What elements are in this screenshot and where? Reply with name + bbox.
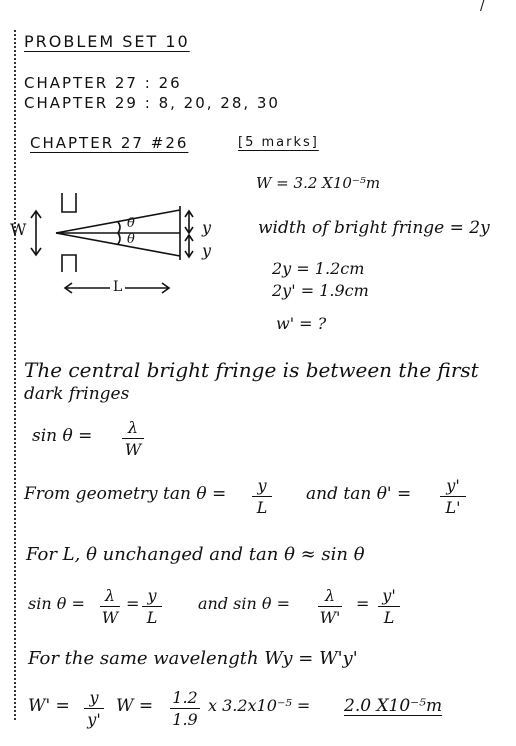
label-y-top: y xyxy=(202,218,212,237)
geometry-num-2: y' xyxy=(446,476,460,495)
sin-numerator: λ xyxy=(127,418,139,437)
geometry-den-2: L' xyxy=(445,498,461,517)
marks-label: [5 marks] xyxy=(238,135,319,150)
final-fraction-1 xyxy=(84,688,104,729)
label-w: W xyxy=(10,220,27,239)
angle-arc-top xyxy=(118,222,120,233)
ray-top xyxy=(56,210,180,233)
angle-arc-bottom xyxy=(118,233,120,244)
solution-line-1: The central bright fringe is between the first xyxy=(24,358,479,382)
eq1-den-2: L xyxy=(146,608,158,627)
final-num-2: 1.2 xyxy=(172,688,198,707)
eq1-and: and sin θ = xyxy=(198,594,291,613)
final-w: W = xyxy=(116,696,154,716)
eq1-num-4: y' xyxy=(382,586,396,605)
problem-heading: CHAPTER 27 #26 xyxy=(30,134,189,152)
label-L: L xyxy=(110,280,125,294)
final-num-1: y xyxy=(89,688,99,707)
lower-slit-block xyxy=(62,255,76,272)
geometry-fraction-2 xyxy=(440,476,466,517)
eq1-fraction-3 xyxy=(318,586,342,627)
label-y-bottom: y xyxy=(202,241,212,260)
eq1-fraction-4 xyxy=(378,586,400,627)
problem-set-title: PROBLEM SET 10 xyxy=(24,32,190,51)
final-answer: 2.0 X10⁻⁵m xyxy=(344,696,443,716)
eq1-fraction-2 xyxy=(142,586,162,627)
given-w: W = 3.2 X10⁻⁵m xyxy=(256,174,381,192)
solution-line-2: dark fringes xyxy=(24,384,130,404)
geometry-mid: and tan θ' = xyxy=(306,484,412,504)
eq1-lhs: sin θ = xyxy=(28,594,85,613)
given-fringe-width: width of bright fringe = 2y xyxy=(258,218,490,238)
final-lhs: W' = xyxy=(28,696,70,716)
sin-theta-lhs: sin θ = xyxy=(32,426,93,446)
given-w-prime: w' = ? xyxy=(276,314,327,333)
unchanged-line: For L, θ unchanged and tan θ ≈ sin θ xyxy=(26,544,365,565)
page-mark: / xyxy=(480,0,487,14)
label-theta-bottom: θ xyxy=(127,232,135,247)
eq1-equals-2: = xyxy=(356,594,370,613)
eq1-den-3: W' xyxy=(319,608,341,627)
geometry-lhs: From geometry tan θ = xyxy=(24,484,227,504)
chapter-27-line: CHAPTER 27 : 26 xyxy=(24,74,182,92)
final-den-2: 1.9 xyxy=(172,710,198,729)
sin-denominator: W xyxy=(124,440,142,459)
geometry-fraction-1 xyxy=(252,476,272,517)
given-2y: 2y = 1.2cm xyxy=(272,259,365,278)
geometry-num-1: y xyxy=(257,476,267,495)
eq1-den-4: L xyxy=(383,608,395,627)
ray-bottom xyxy=(56,233,180,256)
eq1-num-1: λ xyxy=(104,586,116,605)
eq1-den-1: W xyxy=(101,608,119,627)
final-multiply: x 3.2x10⁻⁵ = xyxy=(208,696,311,715)
sin-fraction xyxy=(122,418,144,459)
final-fraction-2 xyxy=(170,688,200,729)
label-theta-top: θ xyxy=(127,216,135,231)
eq1-num-2: y xyxy=(147,586,157,605)
eq1-equals: = xyxy=(126,594,140,613)
final-den-1: y' xyxy=(87,710,101,729)
eq1-num-3: λ xyxy=(324,586,336,605)
upper-slit-block xyxy=(62,193,76,212)
geometry-den-1: L xyxy=(256,498,268,517)
eq1-fraction-1 xyxy=(100,586,120,627)
same-wavelength-line: For the same wavelength Wy = W'y' xyxy=(28,648,358,669)
chapter-29-line: CHAPTER 29 : 8, 20, 28, 30 xyxy=(24,94,280,112)
given-2y-prime: 2y' = 1.9cm xyxy=(272,281,369,300)
